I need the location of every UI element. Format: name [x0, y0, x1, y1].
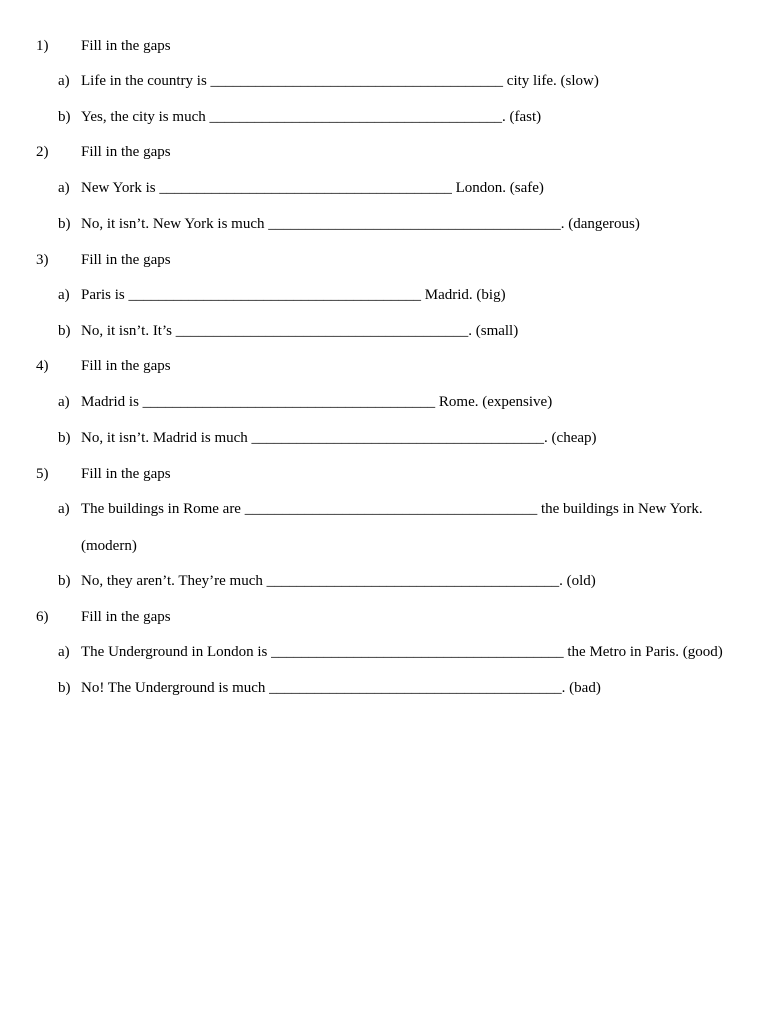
item-letter: a) [58, 180, 70, 196]
item-sentence: New York is _______________________________________ London. (safe) [81, 180, 544, 196]
item-sentence-continuation: (modern) [81, 538, 137, 554]
item-sentence: No! The Underground is much _______________________________________. (bad) [81, 680, 601, 696]
exercise-heading: Fill in the gaps [81, 466, 171, 482]
item-sentence: The buildings in Rome are _______________________________________ the buildings in New York. [81, 501, 703, 517]
item-letter: b) [58, 216, 71, 232]
item-sentence: No, it isn’t. Madrid is much _______________________________________. (cheap) [81, 430, 597, 446]
item-sentence: Madrid is _______________________________________ Rome. (expensive) [81, 394, 553, 410]
exercise-number: 1) [36, 38, 49, 54]
exercise-number: 6) [36, 609, 49, 625]
exercise-number: 3) [36, 252, 49, 268]
item-sentence: Paris is _______________________________________ Madrid. (big) [81, 287, 506, 303]
exercise-number: 2) [36, 144, 49, 160]
item-letter: a) [58, 287, 70, 303]
exercise-heading: Fill in the gaps [81, 609, 171, 625]
item-letter: a) [58, 73, 70, 89]
item-letter: b) [58, 573, 71, 589]
item-sentence: No, it isn’t. New York is much _______________________________________. (dangerous) [81, 216, 640, 232]
exercise-heading: Fill in the gaps [81, 144, 171, 160]
exercise-heading: Fill in the gaps [81, 358, 171, 374]
item-letter: b) [58, 680, 71, 696]
item-letter: a) [58, 501, 70, 517]
exercise-heading: Fill in the gaps [81, 38, 171, 54]
exercise-number: 5) [36, 466, 49, 482]
item-sentence: The Underground in London is _______________________________________ the Metro in Paris. (good) [81, 644, 723, 660]
item-sentence: No, they aren’t. They’re much _______________________________________. (old) [81, 573, 596, 589]
item-letter: b) [58, 323, 71, 339]
item-sentence: Yes, the city is much _______________________________________. (fast) [81, 109, 542, 125]
item-sentence: Life in the country is _______________________________________ city life. (slow) [81, 73, 599, 89]
exercise-number: 4) [36, 358, 49, 374]
item-letter: b) [58, 430, 71, 446]
item-letter: a) [58, 394, 70, 410]
item-letter: b) [58, 109, 71, 125]
item-sentence: No, it isn’t. It’s _______________________________________. (small) [81, 323, 519, 339]
item-letter: a) [58, 644, 70, 660]
exercise-heading: Fill in the gaps [81, 252, 171, 268]
